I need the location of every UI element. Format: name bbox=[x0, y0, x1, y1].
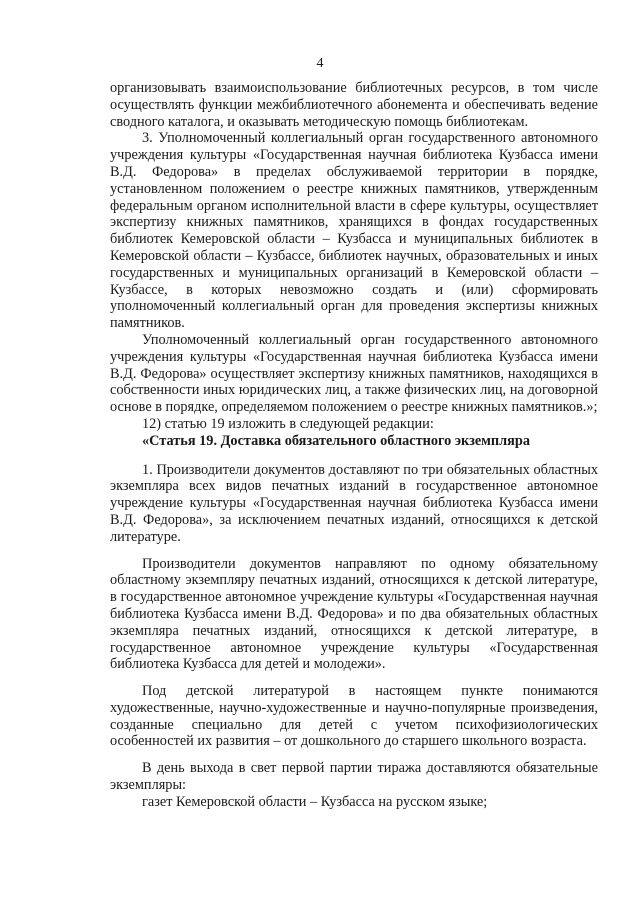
paragraph-article-19-item-1: 1. Производители документов доставляют по три обязательных областных экземпляра всех видов печатных изданий в государственное автономное учреждение культуры «Государственная научная библиотека Кузбасса имени В.Д. Федорова», за исключением печатных изданий, относящихся к детской литературе. bbox=[110, 461, 598, 545]
paragraph-item-3: 3. Уполномоченный коллегиальный орган государственного автономного учреждения культуры «Государственная научная библиотека Кузбасса имени В.Д. Федорова» в пределах обслуживаемой территории в порядке, установленном положением о реестре книжных памятников, утвержденным федеральным органом исполнительной власти в сфере культуры, осуществляет экспертизу книжных памятников, хранящихся в фондах государственных библиотек Кемеровской области – Кузбасса и муниципальных библиотек в Кемеровской области – Кузбассе, библиотек научных, образовательных и иных государственных и муниципальных организаций в Кемеровской области – Кузбассе, в которых невозможно создать и (или) сформировать уполномоченный коллегиальный орган для проведения экспертизы книжных памятников. bbox=[110, 130, 598, 332]
paragraph-collegial-body: Уполномоченный коллегиальный орган государственного автономного учреждения культуры «Государственная научная библиотека Кузбасса имени В.Д. Федорова» осуществляет экспертизу книжных памятников, находящихся в собственности иных юридических лиц, а также физических лиц, на договорной основе в порядке, определяемом положением о реестре книжных памятников.»; bbox=[110, 331, 598, 416]
page-number: 4 bbox=[316, 56, 324, 71]
paragraph-continuation: организовывать взаимоиспользование библиотечных ресурсов, в том числе осуществлять функции межбиблиотечного абонемента и обеспечивать ведение сводного каталога, и оказывать методическую помощь библиотекам. bbox=[110, 80, 598, 130]
paragraph-release-day: В день выхода в свет первой партии тиража доставляются обязательные экземпляры: bbox=[110, 760, 598, 794]
document-body bbox=[110, 80, 598, 811]
paragraph-newspapers: газет Кемеровской области – Кузбасса на русском языке; bbox=[142, 793, 488, 810]
article-19-heading: «Статья 19. Доставка обязательного областного экземпляра bbox=[142, 432, 531, 449]
paragraph-amendment-12: 12) статью 19 изложить в следующей редакции: bbox=[142, 415, 434, 432]
paragraph-children-literature: Производители документов направляют по одному обязательному областному экземпляру печатных изданий, относящихся к детской литературе, в государственное автономное учреждение культуры «Государственная научная библиотека Кузбасса имени В.Д. Федорова» и по два обязательных областных экземпляра печатных изданий, относящихся к детской литературе, в государственное автономное учреждение культуры «Государственная библиотека Кузбасса для детей и молодежи». bbox=[110, 555, 598, 673]
paragraph-definition: Под детской литературой в настоящем пункте понимаются художественные, научно-художественные и научно-популярные произведения, созданные специально для детей с учетом психофизиологических особенностей их развития – от дошкольного до старшего школьного возраста. bbox=[110, 683, 598, 750]
